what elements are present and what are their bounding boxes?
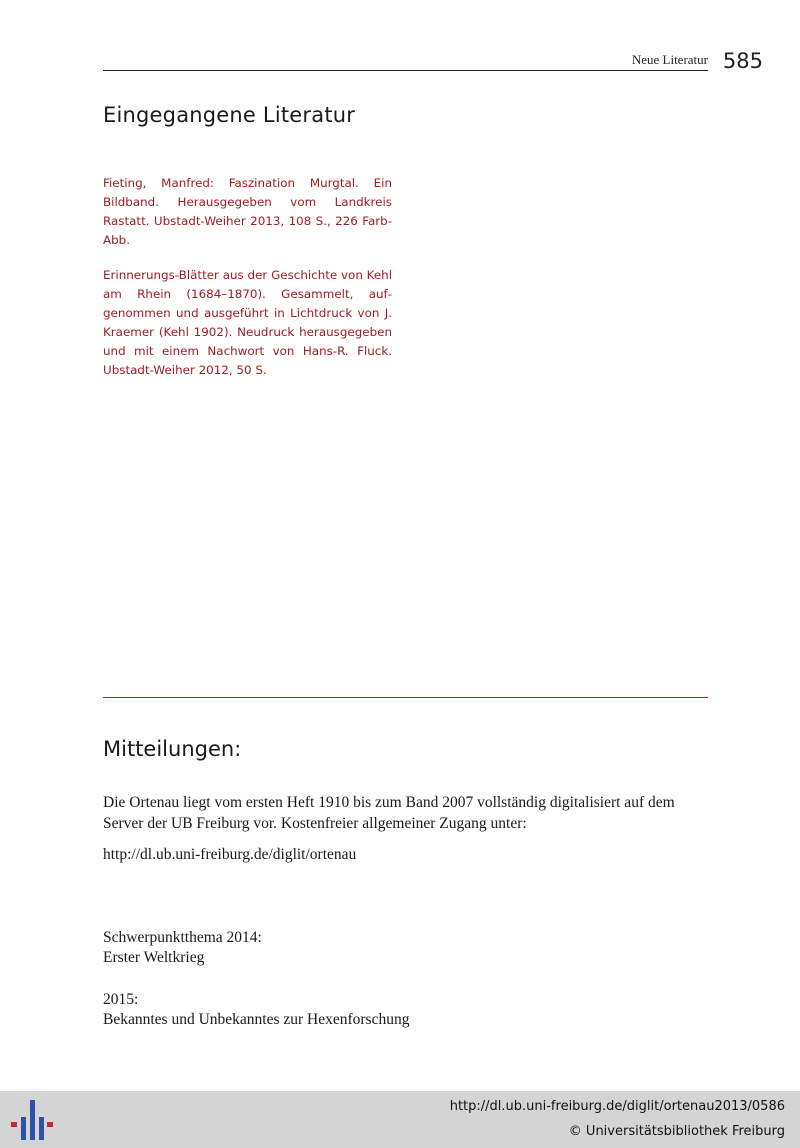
footer-copyright: © Universitätsbibliothek Freiburg xyxy=(568,1124,785,1139)
header-rule xyxy=(103,70,708,71)
page-number: 585 xyxy=(722,49,763,73)
focus-topic-value: Erster Weltkrieg xyxy=(103,949,205,966)
mitteilungen-paragraph: Die Ortenau liegt vom ersten Heft 1910 bis zum Band 2007 vollständig digitalisiert auf dem Server der UB Freiburg vor. Kostenfreier allgemeiner Zugang unter: xyxy=(103,794,675,832)
year-2015-topic: Bekanntes und Unbekanntes zur Hexenforschung xyxy=(103,1011,410,1028)
section-divider xyxy=(103,697,708,698)
literature-entry: Fieting, Manfred: Faszination Murgtal. Ein Bildband. Herausgegeben vom Landkreis Rastatt. Ubstadt-Weiher 2013, 108 S., 226 Farb-Abb. xyxy=(103,176,392,247)
mitteilungen-title: Mitteilungen: xyxy=(103,737,242,761)
footer-bar xyxy=(0,1091,800,1148)
literature-entry: Erinnerungs-Blätter aus der Geschichte von Kehl am Rhein (1684–1870). Gesammelt, aufgenommen und ausgeführt in Lichtdruck von J. Kraemer (Kehl 1902). Neudruck herausgegeben und mit einem Nachwort von Hans-R. Fluck. Ubstadt-Weiher 2012, 50 S. xyxy=(103,268,392,377)
digital-archive-link[interactable]: http://dl.ub.uni-freiburg.de/diglit/ortenau xyxy=(103,846,357,863)
footer-url[interactable]: http://dl.ub.uni-freiburg.de/diglit/ortenau2013/0586 xyxy=(449,1099,785,1114)
year-2015-label: 2015: xyxy=(103,991,139,1008)
section-title: Eingegangene Literatur xyxy=(103,103,356,127)
running-head-label: Neue Literatur xyxy=(631,52,708,67)
ub-freiburg-logo-icon xyxy=(10,1099,54,1143)
focus-topic-label: Schwerpunktthema 2014: xyxy=(103,929,262,946)
